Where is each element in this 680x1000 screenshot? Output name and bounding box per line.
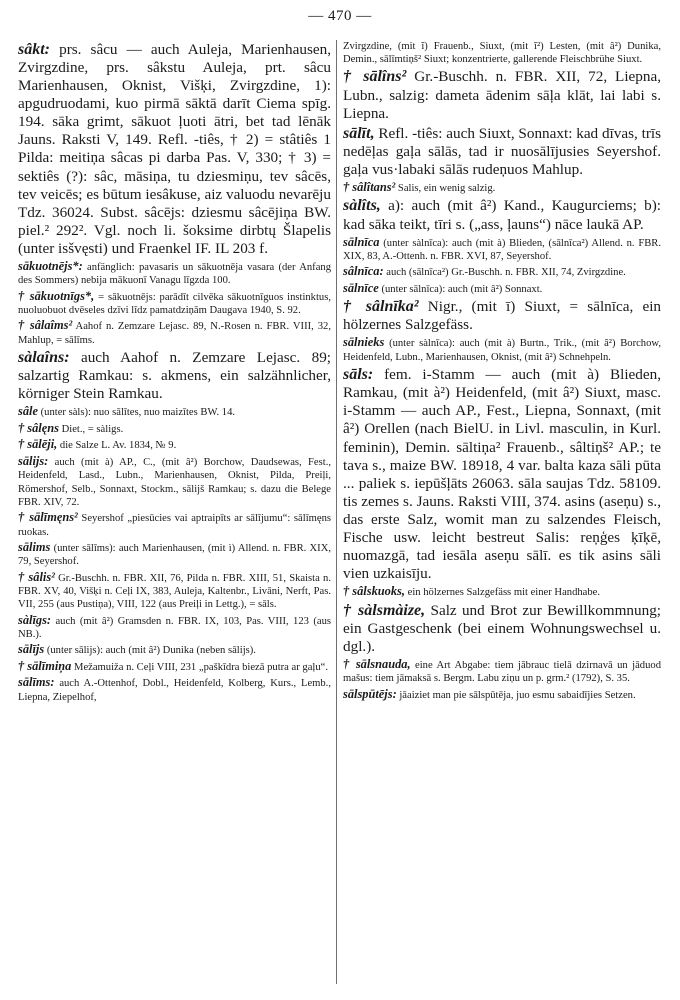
dictionary-entry: [18, 437, 331, 453]
entry-text: Zvirgzdine, (mit ĭ) Frauenb., Siuxt, (mit ĭ²) Lesten, (mit â²) Dunika, Demin., sālīmtiņš² Siuxt; konzentrierte, gallerende Fleischbrühe Siuxt.: [343, 41, 661, 66]
entry-headword: sālījs: [18, 642, 45, 657]
entry-text: Seyershof „piesūcies vai aptraipīts ar sālījumu“: sālīmęns ruokas.: [18, 513, 331, 538]
entry-text: Nigr., (mit ī) Siuxt, = sālnīca, ein hölzernes Salzgefäss.: [343, 298, 661, 334]
dictionary-entry: [18, 421, 331, 437]
entry-text: prs. sâcu — auch Auleja, Marienhausen, Zvirgzdine, prs. sâkstu Auleja, prt. sâcu Marienhausen, Oknist, Višķi, Zvirgzdine, 1): apgudruodami, kuo pirmā sāktā darīt Ciema spīg. 194. sāka grimt, sākuot ļuoti ātri, bet tad lēnāk Jauns. Raksti V, 149. Refl. -tiês, † 2) = stâtiês 1 Pilda: meitiņa sâcas pi darba Pas. V, 330; † 3) = sektiês (?): sâc, māsiņa, tu dziesmiņu, tev sâcēs, tev veicēs; es būtum iesâkuse, aiz valuodu nevarēju Tdz. 36024. Subst. sâcējs: dziesmu sâcējiņa BW. piel.² 292². Vgl. noch li. šoksime dirbtų Šlapelis (unter isšvęsti) und Fraenkel IF. IL 203 f.: [18, 41, 331, 257]
dictionary-entry: [343, 196, 661, 233]
entry-text: (unter sàls): nuo sālītes, nuo maizītes BW. 14.: [40, 407, 236, 419]
entry-text: die Salze L. Av. 1834, № 9.: [59, 440, 177, 452]
dictionary-entry: [18, 404, 331, 420]
dictionary-entry: [18, 675, 331, 704]
dictionary-entry: [343, 264, 661, 280]
dictionary-entry: [343, 335, 661, 364]
entry-text: Salz und Brot zur Bewillkommnung; ein Gastgeschenk (bei einem Wohnungswechsel u. dgl.).: [343, 601, 661, 655]
dictionary-entry: [18, 570, 331, 612]
entry-headword: † sâlîtans²: [343, 179, 396, 194]
dictionary-entry: [343, 297, 661, 334]
dictionary-entry: [343, 584, 661, 600]
entry-headword: sālijs:: [18, 453, 49, 468]
entry-headword: sàlaîns:: [18, 349, 70, 367]
dictionary-entry: [343, 687, 661, 703]
entry-headword: † sālîns²: [343, 68, 407, 86]
entry-text: a): auch (mit â²) Kand., Kaugurciems; b): kad sāka teikt, tīri s. („ass, ļauns“) nāce laukā AP.: [343, 197, 661, 233]
entry-headword: sàlīgs:: [18, 612, 52, 627]
dictionary-entry: [343, 40, 661, 66]
dictionary-entry: [18, 454, 331, 509]
dictionary-entry: [343, 281, 661, 297]
entry-text: (unter sālnīca): auch (mit â²) Sonnaxt.: [381, 283, 543, 295]
entry-headword: † sâlaîms²: [18, 318, 73, 333]
dictionary-entry: [18, 659, 331, 675]
entry-headword: † sālsnauda,: [343, 656, 411, 671]
entry-headword: sâle: [18, 404, 38, 419]
entry-text: = sākuotnējs: parādīt cilvēka sākuotnīguos instinktus, nuoluobuot dvēseles dzīvi līdz pamatdziņām Daugava 1940, S. 92.: [18, 291, 331, 317]
entry-headword: sâlnīca:: [343, 264, 384, 279]
entry-text: (unter sālijs): auch (mit â²) Dunika (neben sālijs).: [46, 645, 256, 657]
entry-text: auch (mit â²) Gramsden n. FBR. IX, 103, Pas. VIII, 123 (aus NB.).: [18, 615, 331, 641]
entry-text: (unter sàlnīca): auch (mit à) Blieden, (sālnīca²) Allend. n. FBR. XIX, 83, A.-Ottenh. n. FBR. XVI, 87, Seyershof.: [343, 237, 661, 263]
entry-headword: sākuotnējs*:: [18, 258, 83, 273]
entry-headword: † sâlęns: [18, 420, 59, 435]
entry-text: (unter sālīms): auch Marienhausen, (mit ì) Allend. n. FBR. XIX, 79, Seyershof.: [18, 542, 331, 568]
dictionary-entry: [343, 657, 661, 686]
entry-text: auch (mit à) AP., C., (mit â²) Borchow, Daudsewas, Fest., Heidenfeld, Lasd., Lubn., Marienhausen, Oknist, Pilda, Preiļi, Römershof, Selb., Sonnaxt, Stockm., sālijš Ramkau; s. dazu die Belege FBR. XIV, 72.: [18, 456, 331, 508]
left-column: [18, 40, 331, 986]
entry-headword: † sàlsmàize,: [343, 601, 426, 619]
entry-text: ein hölzernes Salzgefäss mit einer Handhabe.: [407, 587, 601, 599]
entry-headword: † sākuotnīgs*,: [18, 288, 95, 303]
entry-headword: sālspūtējs:: [343, 686, 397, 701]
entry-headword: † sālēji,: [18, 437, 58, 452]
entry-headword: sālīt,: [343, 124, 375, 142]
entry-headword: sālnīca: [343, 234, 380, 249]
entry-headword: † sâlis²: [18, 569, 55, 584]
dictionary-entry: [18, 40, 331, 258]
entry-headword: † sālīmiņa: [18, 658, 72, 673]
dictionary-entry: [343, 235, 661, 264]
dictionary-entry: [18, 289, 331, 318]
entry-text: Diet., = sàligs.: [61, 423, 124, 435]
entry-headword: † sâlnīka²: [343, 298, 419, 316]
entry-text: Mežamuiža n. Ceļi VIII, 231 „paškīdra biezā putra ar gaļu“.: [74, 661, 328, 673]
entry-headword: † sālīmęns²: [18, 510, 78, 525]
entry-headword: sālnīce: [343, 280, 379, 295]
entry-text: jāaiziet man pie sālspūtēja, juo esmu sabaidījies Setzen.: [399, 689, 636, 701]
dictionary-entry: [343, 124, 661, 179]
entry-headword: sâkt:: [18, 41, 50, 58]
dictionary-entry: [343, 601, 661, 656]
entry-text: Gr.-Buschh. n. FBR. XII, 72, Liepna, Lubn., salzig: dameta ādenim sāļa klāt, lai labi s. Liepna.: [343, 68, 661, 122]
entry-headword: sàlîts,: [343, 197, 381, 215]
dictionary-entry: [18, 510, 331, 539]
dictionary-entry: [343, 180, 661, 196]
entry-text: Refl. -tiês: auch Siuxt, Sonnaxt: kad dīvas, trīs nedēļas gaļa sālās, tad ir nuosālījusies Seyershof. gaļa vus·labaki sālās rudeņuos Mahlup.: [343, 124, 661, 178]
column-divider: [336, 40, 337, 984]
page-number: — 470 —: [308, 8, 372, 24]
dictionary-entry: [18, 348, 331, 403]
entry-text: auch (sālnīca²) Gr.-Buschh. n. FBR. XII, 74, Zvirgzdine.: [386, 267, 626, 279]
dictionary-entry: [18, 613, 331, 642]
dictionary-entry: [18, 642, 331, 658]
entry-text: eine Art Abgabe: tiem jābrauc tielā dzirnavā un jāduod mašus: tiem jāmaksā s. Bergm. Labu ziņu un p. grm.² (1792), S. 35.: [343, 659, 661, 685]
entry-headword: sāls:: [343, 366, 374, 384]
entry-text: Salis, ein wenig salzig.: [397, 182, 496, 194]
entry-text: fem. i-Stamm — auch (mit à) Blieden, Ramkau, (mit à²) Heidenfeld, (mit â²) Siuxt, masc. i-Stamm — auch AP., Fest., Liepna, Sonnaxt, (mit â²) Orellen (nach BielU. in Livl. masculin, in Kurl. feminin), Demin. sāltiņa² Frauenb., sâltiņš² AP.; te tava s., maize BW. 18918, 4 var. balta kaza sāli pūta ... paliek s. iepūšļāts 26063. sāla saujas Tdz. 58109. tis zemes s. Jauns. Raksti VIII, 374. asins (aseņu) s., das erste Salz, womit man zu salzendes Fleisch, Fische usw. leicht bestreut Salis: reņģes ķīķē, nuomazgā, tad iesāla aseņu sālī. es tik asins sāli vien uzkaisīju.: [343, 366, 661, 583]
entry-text: Aahof n. Zemzare Lejasc. 89, N.-Rosen n. FBR. VIII, 32, Mahlup, = sālīms.: [18, 321, 331, 346]
entry-headword: sālims: [18, 539, 51, 554]
entry-text: Gr.-Buschh. n. FBR. XII, 76, Pilda n. FBR. XIII, 51, Skaista n. FBR. XV, 40, Višķi n. Ceļi IX, 383, Auleja, Kaltenbr., Livāni, Nerft, Pas. VII, 255 (aus Pustiņa), VIII, 122 (aus Preiļi in Lettg.), = sāls.: [18, 572, 331, 611]
dictionary-entry: [18, 259, 331, 288]
entry-text: anfänglich: pavasaris un sākuotnēja vasara (der Anfang des Sommers) nebija mākuonī Vanagu līgzda 100.: [18, 261, 331, 287]
dictionary-entry: [18, 540, 331, 569]
entry-headword: sālnieks: [343, 335, 385, 350]
entry-headword: † sâlskuoks,: [343, 584, 405, 599]
dictionary-entry: [343, 365, 661, 583]
dictionary-entry: [343, 67, 661, 122]
entry-headword: sālīms:: [18, 675, 55, 690]
entry-text: (unter sàlnīca): auch (mit à) Burtn., Trik., (mit â²) Borchow, Heidenfeld, Lubn., Marienhausen, Oknist, (mit â²) Schnehpeln.: [343, 338, 661, 363]
dictionary-entry: [18, 318, 331, 347]
entry-text: auch Aahof n. Zemzare Lejasc. 89; salzartig Ramkau: s. akmens, ein salzähnlicher, körniger Stein Ramkau.: [18, 349, 331, 403]
entry-text: auch A.-Ottenhof, Dobl., Heidenfeld, Kolberg, Kurs., Lemb., Liepna, Ziepelhof,: [18, 678, 331, 703]
right-column: [343, 40, 661, 986]
